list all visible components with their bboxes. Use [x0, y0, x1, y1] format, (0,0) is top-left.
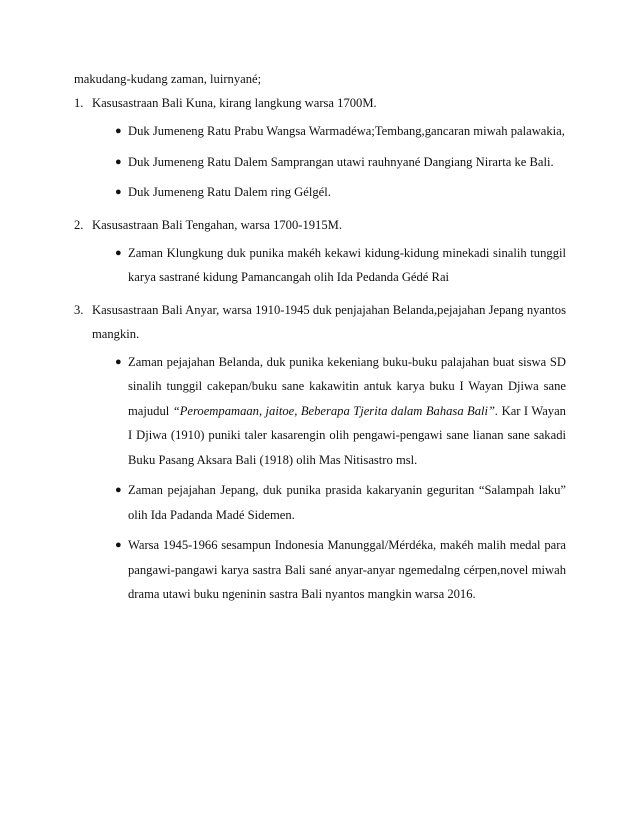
bullet-list — [74, 241, 566, 290]
bullet-text: Duk Jumeneng Ratu Dalem Samprangan utawi rauhnyané Dangiang Nirarta ke Bali. — [128, 154, 554, 169]
bullet-icon: ● — [115, 155, 122, 168]
list-item-text: Kasusastraan Bali Tengahan, warsa 1700-1915M. — [92, 217, 342, 232]
bullet-text: Zaman Klungkung duk punika makéh kekawi kidung-kidung minekadi sinalih tunggil karya sastrané kidung Pamancangah olih Ida Pedanda Gédé Rai — [128, 245, 566, 284]
bullet-text-before: Zaman pejajahan Belanda, duk punika kekeniang buku-buku palajahan buat siswa SD sinalih tunggil cakepan/buku sane kakawitin antuk karya buku I Wayan Djiwa sane majudul — [128, 354, 566, 418]
bullet-item — [74, 180, 566, 205]
list-item — [74, 298, 566, 607]
bullet-icon: ● — [115, 484, 122, 496]
bullet-icon: ● — [115, 539, 122, 551]
bullet-item — [74, 478, 566, 527]
list-item-text: Kasusastraan Bali Kuna, kirang langkung warsa 1700M. — [92, 96, 377, 110]
bullet-list — [74, 119, 566, 205]
numbered-list — [74, 91, 566, 607]
bullet-icon: ● — [115, 186, 122, 198]
bullet-text: Zaman pejajahan Jepang, duk punika prasida kakaryanin geguritan “Salampah laku” olih Ida Padanda Madé Sidemen. — [128, 483, 566, 522]
bullet-icon: ● — [115, 355, 122, 368]
book-title: “Peroempamaan, jaitoe, Beberapa Tjerita dalam Bahasa Bali”. — [172, 403, 499, 418]
bullet-icon: ● — [115, 246, 122, 259]
list-number: 1. — [74, 96, 84, 110]
list-number: 2. — [74, 217, 84, 232]
bullet-list — [74, 350, 566, 607]
bullet-item — [74, 350, 566, 473]
list-item — [74, 91, 566, 205]
intro-line: makudang-kudang zaman, luirnyané; — [74, 72, 262, 86]
bullet-item — [74, 533, 566, 607]
list-item-text: Kasusastraan Bali Anyar, warsa 1910-1945 duk penjajahan Belanda,pejajahan Jepang nyantos mangkin. — [92, 302, 566, 341]
bullet-item — [74, 241, 566, 290]
bullet-item — [74, 119, 566, 144]
bullet-icon: ● — [115, 125, 122, 137]
bullet-text-after: Kar I Wayan I Djiwa (1910) puniki taler kasarengin olih pengawi-pengawi sane lianan sane sakadi Buku Pasang Aksara Bali (1918) olih Mas Nitisastro msl. — [128, 403, 566, 467]
list-number: 3. — [74, 302, 84, 317]
bullet-text: Warsa 1945-1966 sesampun Indonesia Manunggal/Mérdéka, makéh malih medal para pangawi-pangawi karya sastra Bali sané anyar-anyar ngemedalng cérpen,novel miwah drama utawi buku ngeninin sastra Bali nyantos mangkin warsa 2016. — [128, 538, 566, 601]
bullet-item — [74, 150, 566, 175]
list-item — [74, 213, 566, 290]
bullet-text: Duk Jumeneng Ratu Dalem ring Gélgél. — [128, 185, 331, 199]
bullet-text: Duk Jumeneng Ratu Prabu Wangsa Warmadéwa;Tembang,gancaran miwah palawakia, — [128, 124, 565, 138]
